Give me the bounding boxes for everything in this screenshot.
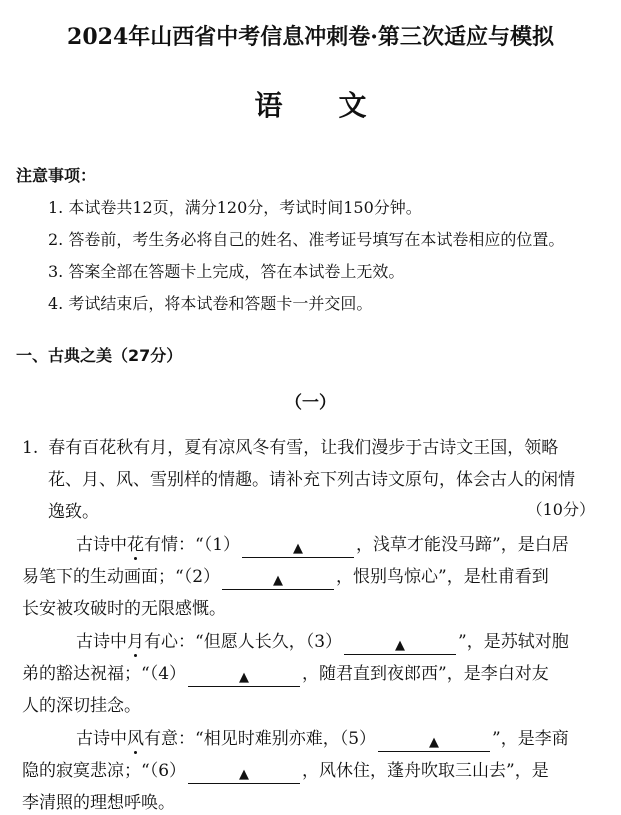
answer-blank-4[interactable]: ▲ bbox=[188, 670, 300, 687]
notice-item: 1. 本试卷共12页，满分120分，考试时间150分钟。 bbox=[48, 198, 422, 217]
notice-heading: 注意事项： bbox=[16, 166, 97, 185]
question-1-line-3: 逸致。 bbox=[48, 502, 99, 522]
emphasis-dot: 花 bbox=[127, 535, 144, 555]
emphasis-dot: 风 bbox=[127, 729, 144, 749]
question-number: 1. bbox=[22, 438, 39, 458]
subject-title: 语文 bbox=[254, 89, 423, 122]
p3-line-2: 隐的寂寞悲凉；“（6） ▲ ，风休住，蓬舟吹取三山去”，是 bbox=[22, 761, 549, 782]
notice-item: 4. 考试结束后，将本试卷和答题卡一并交回。 bbox=[48, 294, 373, 313]
p3-line-3: 李清照的理想呼唤。 bbox=[22, 793, 175, 813]
question-1-line-1: 1. 春有百花秋有月，夏有凉风冬有雪，让我们漫步于古诗文王国，领略 bbox=[22, 438, 559, 458]
notice-item: 3. 答案全部在答题卡上完成，答在本试卷上无效。 bbox=[48, 262, 405, 281]
emphasis-dot: 月 bbox=[127, 632, 144, 652]
section-heading: 一、古典之美（27分） bbox=[16, 346, 183, 365]
score-label: （10分） bbox=[526, 500, 595, 519]
answer-blank-6[interactable]: ▲ bbox=[188, 767, 300, 784]
p3-line-1: 古诗中风有意：“相见时难别亦难，（5） ▲ ”，是李商 bbox=[76, 729, 569, 750]
exam-title: 2024年山西省中考信息冲刺卷·第三次适应与模拟 bbox=[67, 24, 554, 50]
notice-item: 2. 答卷前，考生务必将自己的姓名、准考证号填写在本试卷相应的位置。 bbox=[48, 230, 565, 249]
answer-blank-3[interactable]: ▲ bbox=[344, 638, 456, 655]
p2-line-1: 古诗中月有心：“但愿人长久，（3） ▲ ”，是苏轼对胞 bbox=[76, 632, 569, 653]
p2-line-2: 弟的豁达祝福；“（4） ▲ ，随君直到夜郎西”，是李白对友 bbox=[22, 664, 549, 685]
answer-blank-2[interactable]: ▲ bbox=[222, 573, 334, 590]
question-1-line-2: 花、月、风、雪别样的情趣。请补充下列古诗文原句，体会古人的闲情 bbox=[48, 470, 575, 490]
p1-line-1: 古诗中花有情：“（1） ▲ ，浅草才能没马蹄”，是白居 bbox=[76, 535, 569, 556]
answer-blank-1[interactable]: ▲ bbox=[242, 541, 354, 558]
p1-line-2: 易笔下的生动画面；“（2） ▲ ，恨别鸟惊心”，是杜甫看到 bbox=[22, 567, 549, 588]
p1-line-3: 长安被攻破时的无限感慨。 bbox=[22, 599, 226, 619]
p2-line-3: 人的深切挂念。 bbox=[22, 696, 141, 716]
answer-blank-5[interactable]: ▲ bbox=[378, 735, 490, 752]
part-heading: （一） bbox=[285, 393, 336, 413]
